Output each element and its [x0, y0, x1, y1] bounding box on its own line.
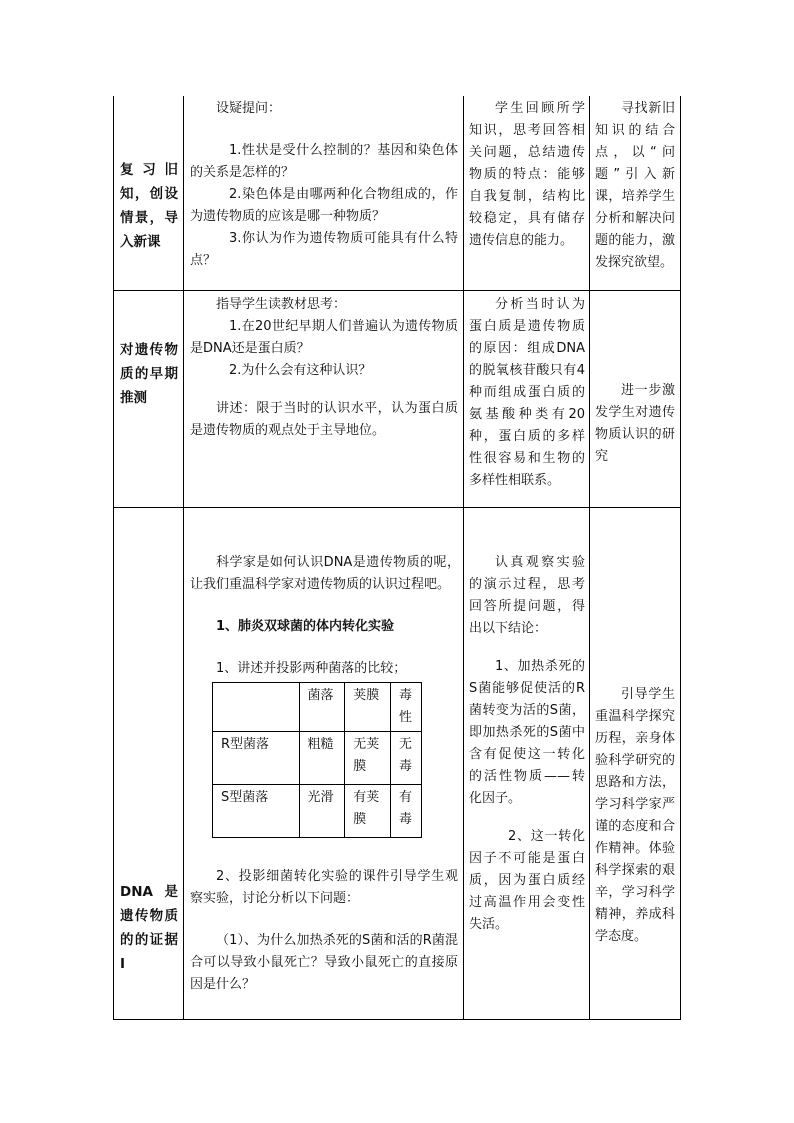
table-col-divider-3 — [589, 96, 590, 1020]
row3-student-intro: 认真观察实验的演示过程，思考回答所提问题，得出以下结论： — [469, 555, 585, 636]
table-right-border — [680, 96, 681, 1020]
row2-teacher-note: 讲述：限于当时的认识水平，认为蛋白质是遗传物质的观点处于主导地位。 — [190, 401, 458, 438]
row2-student — [469, 294, 585, 492]
row3-question-1: （1）、为什么加热杀死的S菌和活的R菌混合可以导致小鼠死亡？导致小鼠死亡的直接原因是什么？ — [190, 933, 458, 992]
row2-intent-text: 进一步激发学生对遗传物质认识的研究 — [595, 383, 675, 464]
row1-intent — [595, 98, 675, 274]
table-cell: 有毒 — [391, 785, 422, 838]
row3-guide-text: 2、投影细菌转化实验的课件引导学生观察实验，讨论分析以下问题： — [190, 869, 458, 906]
table-cell: 无荚膜 — [345, 732, 391, 785]
row2-stage: 对遗传物质的早期推测 — [120, 342, 178, 406]
table-cell: 有荚膜 — [345, 785, 391, 838]
row1-teacher-intro: 设疑提问： — [216, 101, 282, 116]
row1-stage: 复习旧知，创设情景，导入新课 — [120, 162, 178, 250]
table-row — [213, 785, 422, 838]
row1-question-2: 2.染色体是由哪两种化合物组成的，作为遗传物质的应该是哪一种物质？ — [190, 187, 458, 224]
table-cell: R型菌落 — [213, 732, 300, 785]
table-cell: 粗糙 — [299, 732, 345, 785]
table-cell: S型菌落 — [213, 785, 300, 838]
row2-question-2: 2.为什么会有这种认识？ — [229, 363, 372, 378]
row1-student-text: 学生回顾所学知识，思考回答相关问题，总结遗传物质的特点：能够自我复制，结构比较稳定，具有储存遗传信息的能力。 — [469, 101, 585, 248]
row2-teacher-intro: 指导学生读教材思考： — [216, 297, 347, 312]
table-cell: 菌落 — [299, 683, 345, 732]
row-divider-2 — [113, 507, 681, 508]
table-row — [213, 683, 422, 732]
row3-intent-text: 引导学生重温科学探究历程，亲身体验科学研究的思路和方法，学习科学家严谨的态度和合作精神。体验科学探索的艰辛，学习科学精神，养成科学态度。 — [595, 687, 675, 944]
table-left-border — [113, 96, 114, 1020]
table-col-divider-1 — [183, 96, 184, 1020]
table-bottom-border — [113, 1019, 681, 1020]
table-row — [213, 732, 422, 785]
row1-question-1: 1.性状是受什么控制的？基因和染色体的关系是怎样的？ — [190, 143, 458, 180]
table-cell: 无毒 — [391, 732, 422, 785]
row3-compare-text: 1、讲述并投影两种菌落的比较； — [216, 661, 407, 676]
row2-student-text: 分析当时认为蛋白质是遗传物质的原因：组成DNA的脱氧核苷酸只有4种而组成蛋白质的氨基酸种类有20种，蛋白质的多样性很容易和生物的多样性相联系。 — [469, 297, 585, 488]
row3-teacher-intro-block — [190, 552, 460, 680]
table-cell: 毒性 — [391, 683, 422, 732]
row3-conclusion-2: 2、这一转化因子不可能是蛋白质，因为蛋白质经过高温作用会变性失活。 — [469, 829, 585, 932]
table-cell: 荚膜 — [345, 683, 391, 732]
row1-teacher — [190, 98, 458, 272]
row2-intent — [595, 380, 675, 468]
row3-experiment-heading: 1、肺炎双球菌的体内转化实验 — [216, 619, 395, 634]
row1-student — [469, 98, 585, 252]
row3-teacher-guide-block — [190, 866, 458, 996]
table-cell — [213, 683, 300, 732]
table-cell: 光滑 — [299, 785, 345, 838]
row3-student — [469, 552, 585, 936]
row3-intent — [595, 684, 675, 948]
colony-comparison-table — [212, 682, 422, 838]
row2-teacher — [190, 294, 458, 442]
row3-teacher-intro: 科学家是如何认识DNA是遗传物质的呢，让我们重温科学家对遗传物质的认识过程吧。 — [190, 555, 460, 592]
row1-question-3: 3.你认为作为遗传物质可能具有什么特点？ — [190, 231, 458, 268]
row-divider-1 — [113, 290, 681, 291]
row2-question-1: 1.在20世纪早期人们普遍认为遗传物质是DNA还是蛋白质？ — [190, 319, 458, 356]
table-col-divider-2 — [463, 96, 464, 1020]
row3-stage: DNA是遗传物质的的证据Ⅰ — [120, 884, 178, 972]
row3-conclusion-1: 1、加热杀死的S菌能够促使活的R菌转变为活的S菌，即加热杀死的S菌中含有促使这一转化的活性物质——转化因子。 — [469, 659, 585, 806]
row1-intent-text: 寻找新旧知识的结合点，以“问题”引入新课，培养学生分析和解决问题的能力，激发探究欲望。 — [595, 101, 675, 270]
